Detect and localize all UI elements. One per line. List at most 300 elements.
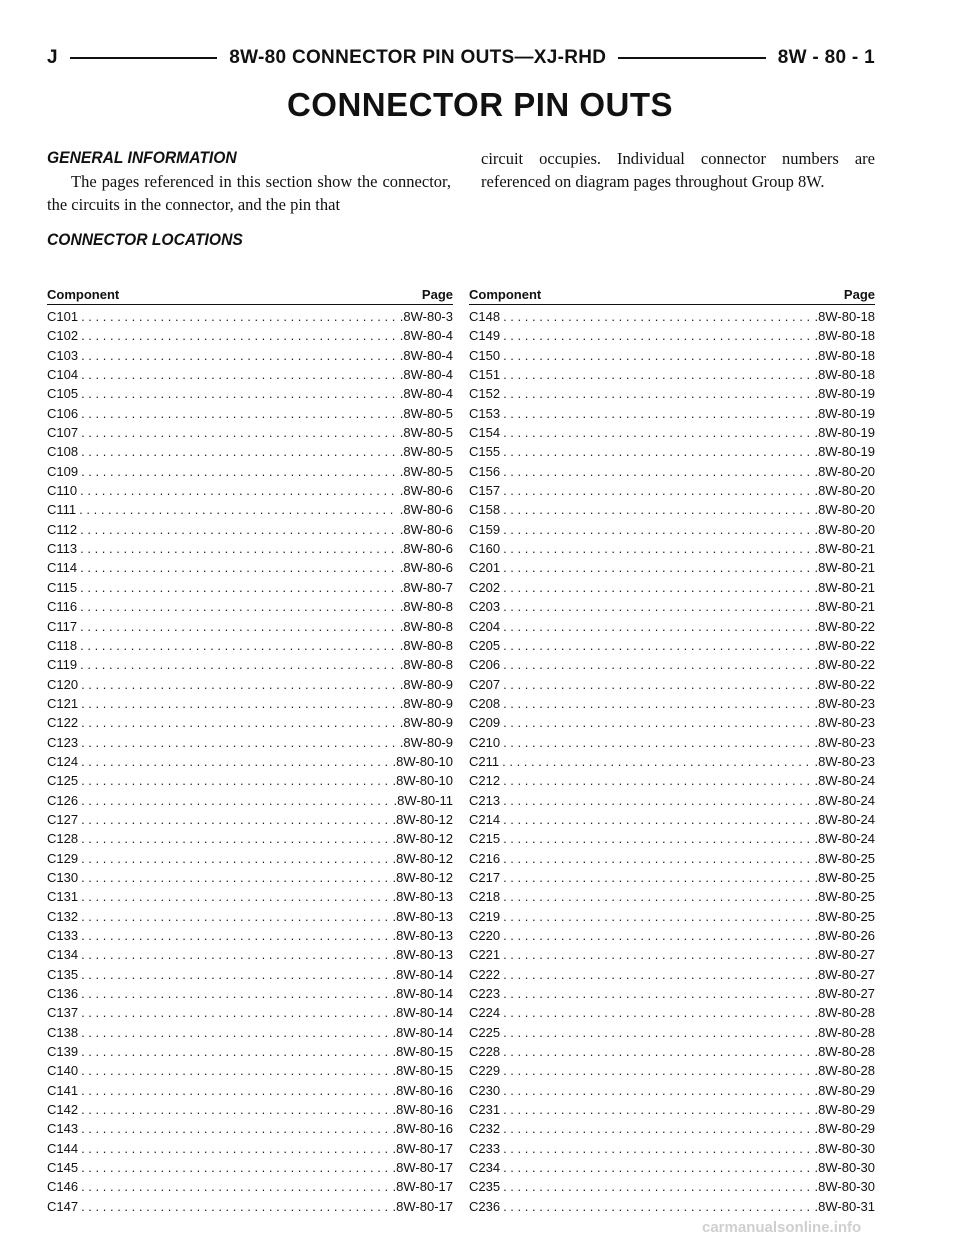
dot-leader [81,909,389,924]
dot-leader [80,522,397,537]
connector-locations-heading: CONNECTOR LOCATIONS [47,230,243,249]
table-row [469,444,875,463]
table-header [47,284,453,305]
component-id: C230 [469,1082,501,1098]
page-reference: .8W-80-13 [392,889,453,905]
table-row [47,502,453,521]
page-reference: .8W-80-6 [399,483,453,499]
dot-leader [503,502,811,517]
page-reference: .8W-80-14 [392,1005,453,1021]
page-reference: .8W-80-30 [814,1179,875,1195]
table-row [47,793,453,812]
table-row [47,677,453,696]
component-id: C138 [47,1024,79,1040]
table-row [47,1005,453,1024]
page-reference: .8W-80-15 [392,1044,453,1060]
table-row [47,696,453,715]
component-id: C104 [47,367,79,383]
table-row [469,1141,875,1160]
component-id: C111 [47,502,77,518]
dot-leader [81,309,397,324]
dot-leader [81,1025,389,1040]
page-reference: .8W-80-3 [399,309,453,324]
page-reference: .8W-80-4 [399,328,453,344]
component-id: C113 [47,541,78,557]
column-header-page: Page [843,287,875,302]
page-reference: .8W-80-19 [814,405,875,421]
component-id: C146 [47,1179,79,1195]
component-id: C139 [47,1044,79,1060]
dot-leader [503,1199,811,1214]
page-reference: .8W-80-16 [392,1082,453,1098]
component-id: C121 [47,695,79,711]
component-id: C135 [47,966,79,982]
component-id: C202 [469,579,501,595]
table-row [47,309,453,328]
dot-leader [503,348,811,363]
table-row [469,522,875,541]
dot-leader [503,1102,811,1117]
page-reference: .8W-80-24 [814,831,875,847]
component-id: C157 [469,483,501,499]
table-row [47,1044,453,1063]
dot-leader [81,754,389,769]
dot-leader [79,502,397,517]
table-row [469,599,875,618]
table-row [469,773,875,792]
table-row [47,483,453,502]
table-row [47,947,453,966]
page-reference: .8W-80-19 [814,425,875,441]
dot-leader [503,986,811,1001]
page-reference: .8W-80-14 [392,966,453,982]
dot-leader [503,696,811,711]
table-row [469,309,875,328]
dot-leader [503,1025,811,1040]
table-row [469,541,875,560]
table-row [47,348,453,367]
table-row [47,909,453,928]
page-reference: .8W-80-22 [814,637,875,653]
component-id: C153 [469,405,501,421]
table-row [47,425,453,444]
dot-leader [80,580,397,595]
page-reference: .8W-80-5 [399,405,453,421]
dot-leader [81,947,389,962]
table-row [47,522,453,541]
dot-leader [81,1083,389,1098]
page-header [47,44,875,72]
dot-leader [503,638,811,653]
component-id: C203 [469,599,501,615]
table-row [47,406,453,425]
table-row [469,1121,875,1140]
dot-leader [503,715,811,730]
component-id: C115 [47,579,78,595]
table-row [47,367,453,386]
table-row [47,735,453,754]
table-row [469,464,875,483]
dot-leader [503,1005,811,1020]
component-id: C213 [469,792,501,808]
page-reference: .8W-80-6 [399,541,453,557]
table-row [47,560,453,579]
dot-leader [80,599,397,614]
dot-leader [503,967,811,982]
page-reference: .8W-80-9 [399,715,453,731]
dot-leader [503,367,811,382]
component-id: C123 [47,734,79,750]
page-reference: .8W-80-9 [399,695,453,711]
component-id: C222 [469,966,501,982]
dot-leader [81,870,389,885]
table-row [469,1083,875,1102]
component-id: C131 [47,889,79,905]
dot-leader [503,1083,811,1098]
page-reference: .8W-80-23 [814,753,875,769]
page-reference: .8W-80-19 [814,444,875,460]
dot-leader [81,677,397,692]
dot-leader [503,947,811,962]
table-row [47,599,453,618]
page-reference: .8W-80-13 [392,947,453,963]
table-row [469,619,875,638]
table-row [469,870,875,889]
page-reference: .8W-80-9 [399,734,453,750]
dot-leader [503,909,811,924]
page-reference: .8W-80-27 [814,947,875,963]
table-row [47,967,453,986]
page-reference: .8W-80-24 [814,792,875,808]
component-id: C225 [469,1024,501,1040]
page-reference: .8W-80-8 [399,599,453,615]
page-reference: .8W-80-6 [399,521,453,537]
component-id: C103 [47,347,79,363]
page-reference: .8W-80-25 [814,889,875,905]
component-id: C236 [469,1198,501,1214]
component-id: C130 [47,869,79,885]
table-row [469,831,875,850]
table-row [47,773,453,792]
dot-leader [81,1121,389,1136]
column-header-component: Component [47,287,120,302]
component-id: C204 [469,618,501,634]
dot-leader [503,328,811,343]
component-id: C142 [47,1102,79,1118]
component-id: C122 [47,715,79,731]
page-reference: .8W-80-14 [392,986,453,1002]
component-id: C110 [47,483,78,499]
component-id: C233 [469,1140,501,1156]
dot-leader [503,386,811,401]
component-id: C160 [469,541,501,557]
dot-leader [81,464,397,479]
table-row [47,328,453,347]
component-id: C118 [47,637,78,653]
table-row [469,928,875,947]
table-row [47,444,453,463]
page-reference: .8W-80-21 [814,560,875,576]
page-reference: .8W-80-8 [399,618,453,634]
table-row [47,986,453,1005]
dot-leader [503,889,811,904]
dot-leader [81,928,389,943]
page-reference: .8W-80-23 [814,734,875,750]
page-reference: .8W-80-20 [814,463,875,479]
component-id: C208 [469,695,501,711]
page-reference: .8W-80-28 [814,1024,875,1040]
table-row [469,1063,875,1082]
table-row [469,1025,875,1044]
component-id: C231 [469,1102,501,1118]
table-row [47,541,453,560]
page-reference: .8W-80-8 [399,637,453,653]
component-id: C101 [47,309,79,324]
dot-leader [81,735,397,750]
page-reference: .8W-80-5 [399,425,453,441]
component-id: C143 [47,1121,79,1137]
page-reference: .8W-80-29 [814,1121,875,1137]
table-row [47,812,453,831]
dot-leader [80,483,397,498]
component-id: C127 [47,811,79,827]
table-row [47,1121,453,1140]
component-id: C136 [47,986,79,1002]
component-id: C209 [469,715,501,731]
table-row [469,754,875,773]
dot-leader [503,560,811,575]
dot-leader [81,986,389,1001]
table-row [47,851,453,870]
component-id: C102 [47,328,79,344]
component-id: C224 [469,1005,501,1021]
dot-leader [503,406,811,421]
dot-leader [81,1199,389,1214]
page-reference: .8W-80-27 [814,966,875,982]
dot-leader [503,793,811,808]
page-reference: .8W-80-10 [392,753,453,769]
page-reference: .8W-80-8 [399,657,453,673]
dot-leader [81,773,389,788]
table-row [47,657,453,676]
table-row [469,986,875,1005]
component-id: C215 [469,831,501,847]
table-row [47,1141,453,1160]
dot-leader [81,1102,389,1117]
dot-leader [81,367,397,382]
dot-leader [503,1141,811,1156]
page-reference: .8W-80-18 [814,347,875,363]
component-id: C155 [469,444,501,460]
table-row [469,889,875,908]
dot-leader [81,696,397,711]
component-id: C216 [469,850,501,866]
page-reference: .8W-80-30 [814,1140,875,1156]
dot-leader [503,1044,811,1059]
component-id: C145 [47,1160,79,1176]
component-id: C114 [47,560,78,576]
table-row [47,464,453,483]
table-row [47,1199,453,1218]
component-id: C140 [47,1063,79,1079]
page-reference: .8W-80-15 [392,1063,453,1079]
table-row [469,1005,875,1024]
page-reference: .8W-80-5 [399,463,453,479]
component-id: C132 [47,908,79,924]
dot-leader [81,1063,389,1078]
component-id: C234 [469,1160,501,1176]
page-reference: .8W-80-24 [814,773,875,789]
table-row [47,386,453,405]
page-reference: .8W-80-25 [814,850,875,866]
dot-leader [503,580,811,595]
component-id: C128 [47,831,79,847]
dot-leader [81,851,389,866]
page-reference: .8W-80-23 [814,695,875,711]
table-row [469,1044,875,1063]
page-reference: .8W-80-11 [393,792,453,808]
dot-leader [81,348,397,363]
page-reference: .8W-80-6 [399,560,453,576]
header-rule-left [70,57,217,59]
page-reference: .8W-80-22 [814,676,875,692]
header-right: 8W - 80 - 1 [777,47,875,68]
table-row [469,386,875,405]
dot-leader [80,541,397,556]
dot-leader [503,541,811,556]
table-row [469,1102,875,1121]
table-row [469,715,875,734]
component-id: C228 [469,1044,501,1060]
table-row [469,1199,875,1218]
general-paragraph-right: circuit occupies. Individual connector numbers are referenced on diagram pages throughout Group 8W. [481,149,875,191]
page-reference: .8W-80-28 [814,1005,875,1021]
table-row [469,1160,875,1179]
dot-leader [503,1063,811,1078]
dot-leader [503,1179,811,1194]
component-id: C201 [469,560,501,576]
table-row [469,328,875,347]
table-row [47,1063,453,1082]
component-id: C217 [469,869,501,885]
table-row [469,677,875,696]
dot-leader [502,754,811,769]
watermark: carmanualsonline.info [702,1219,862,1236]
component-id: C159 [469,521,501,537]
table-row [47,1179,453,1198]
component-id: C158 [469,502,501,518]
page-reference: .8W-80-17 [392,1198,453,1214]
dot-leader [503,522,811,537]
component-id: C152 [469,386,501,402]
table-row [47,831,453,850]
dot-leader [81,386,397,401]
page-reference: .8W-80-30 [814,1160,875,1176]
dot-leader [503,464,811,479]
dot-leader [81,1141,389,1156]
component-id: C205 [469,637,501,653]
table-row [469,638,875,657]
page-reference: .8W-80-12 [392,831,453,847]
table-row [469,367,875,386]
table-row [469,967,875,986]
dot-leader [81,967,389,982]
column-header-page: Page [421,287,453,302]
dot-leader [503,831,811,846]
general-paragraph-left: The pages referenced in this section show the connector, the circuits in the connector, and the pin that [47,172,451,214]
dot-leader [81,1160,389,1175]
table-row [47,1025,453,1044]
dot-leader [81,831,389,846]
table-row [47,715,453,734]
dot-leader [80,657,397,672]
component-id: C134 [47,947,79,963]
page-reference: .8W-80-27 [814,986,875,1002]
dot-leader [503,851,811,866]
connector-table-left [47,284,453,1218]
component-id: C220 [469,928,501,943]
page-reference: .8W-80-16 [392,1102,453,1118]
component-id: C223 [469,986,501,1002]
dot-leader [503,735,811,750]
page-reference: .8W-80-12 [392,850,453,866]
page-reference: .8W-80-29 [814,1102,875,1118]
page-reference: .8W-80-13 [392,928,453,943]
general-information-heading: GENERAL INFORMATION [47,148,237,167]
component-id: C211 [469,753,500,769]
table-row [469,735,875,754]
table-row [47,928,453,947]
component-id: C120 [47,676,79,692]
dot-leader [503,870,811,885]
page-reference: .8W-80-10 [392,773,453,789]
dot-leader [81,406,397,421]
page-reference: .8W-80-17 [392,1179,453,1195]
component-id: C137 [47,1005,79,1021]
component-id: C125 [47,773,79,789]
page-reference: .8W-80-28 [814,1044,875,1060]
component-id: C124 [47,753,79,769]
dot-leader [503,483,811,498]
page-reference: .8W-80-18 [814,309,875,324]
page-reference: .8W-80-31 [814,1198,875,1214]
component-id: C117 [47,618,78,634]
page-title: CONNECTOR PIN OUTS [286,86,674,123]
table-row [469,483,875,502]
dot-leader [503,309,811,324]
page-reference: .8W-80-12 [392,869,453,885]
dot-leader [81,328,397,343]
page-reference: .8W-80-20 [814,502,875,518]
dot-leader [80,560,397,575]
page-reference: .8W-80-16 [392,1121,453,1137]
table-row [469,696,875,715]
page-reference: .8W-80-22 [814,618,875,634]
header-left: J [47,47,58,68]
page-reference: .8W-80-4 [399,367,453,383]
page-reference: .8W-80-21 [814,579,875,595]
table-row [469,657,875,676]
component-id: C116 [47,599,78,615]
connector-table-right [469,284,875,1218]
dot-leader [503,599,811,614]
page-reference: .8W-80-25 [814,869,875,885]
table-row [47,1160,453,1179]
table-row [47,1102,453,1121]
table-row [469,947,875,966]
table-row [469,1179,875,1198]
dot-leader [503,1121,811,1136]
